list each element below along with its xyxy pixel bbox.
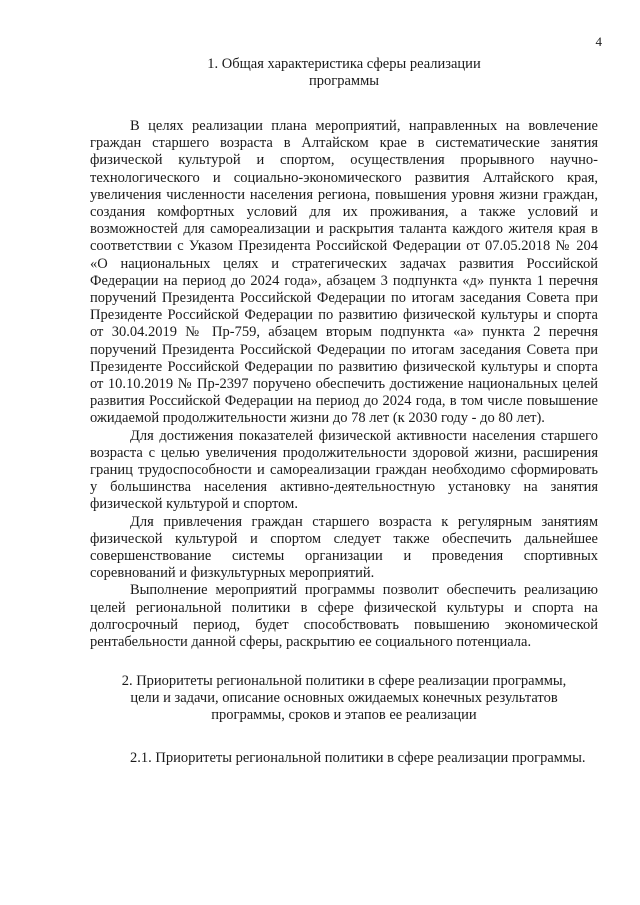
section-1-heading [90, 56, 598, 90]
document-body [90, 56, 598, 768]
section-2-paragraph-1: 2.1. Приоритеты региональной политики в сфере реализации программы. [130, 750, 586, 767]
section-2-title-line-3: программы, сроков и этапов ее реализации [211, 707, 477, 724]
section-1-paragraph-3: Для привлечения граждан старшего возраста к регулярным занятиям физической культурой и спортом следует также обеспечить дальнейшее совершенствование системы организации и проведения спортивных соревнований и физкультурных мероприятий. [90, 513, 598, 582]
section-1-paragraph-2: Для достижения показателей физической активности населения старшего возраста с целью увеличения продолжительности здоровой жизни, расширения границ трудоспособности и самореализации граждан необходимо сформировать у большинства населения активно-деятельностную установку на занятия физической культурой и спортом. [90, 427, 598, 513]
section-2-heading [90, 673, 598, 724]
section-2-title-line-2: цели и задачи, описание основных ожидаемых конечных результатов [130, 690, 558, 707]
section-1-paragraph-1: В целях реализации плана мероприятий, направленных на вовлечение граждан старшего возраста в Алтайском крае в систематические занятия физической культурой и спортом, осуществления прорывного научно-технологического и социально-экономического развития Алтайского края, увеличения численности населения региона, повышения уровня жизни граждан, создания комфортных условий для их проживания, а также условий и возможностей для самореализации и раскрытия таланта каждого жителя края в соответствии с Указом Президента Российской Федерации от 07.05.2018 № 204 «О национальных целях и стратегических задачах развития Российской Федерации на период до 2024 года», абзацем 3 подпункта «д» пункта 1 перечня поручений Президента Российской Федерации по итогам заседания Совета при Президенте Российской Федерации по развитию физической культуры и спорта от 30.04.2019 № Пр-759, абзацем вторым подпункта «а» пункта 2 перечня поручений Президента Российской Федерации по итогам заседания Совета при Президенте Российской Федерации по развитию физической культуры и спорта от 10.10.2019 № Пр-2397 поручено обеспечить достижение национальных целей развития Российской Федерации на период до 2024 года, в том числе повышение ожидаемой продолжительности жизни до 78 лет (к 2030 году - до 80 лет). [90, 118, 598, 427]
section-2-title-line-1: 2. Приоритеты региональной политики в сфере реализации программы, [121, 673, 567, 690]
page-number: 4 [595, 34, 602, 49]
section-1-title-line-1: 1. Общая характеристика сферы реализации [207, 56, 481, 72]
section-1-title-line-2: программы [309, 73, 379, 89]
section-1-paragraph-4: Выполнение мероприятий программы позволит обеспечить реализацию целей региональной политики в сфере физической культуры и спорта на долгосрочный период, будет способствовать повышению экономической рентабельности данной сферы, раскрытию ее социального потенциала. [90, 582, 598, 651]
